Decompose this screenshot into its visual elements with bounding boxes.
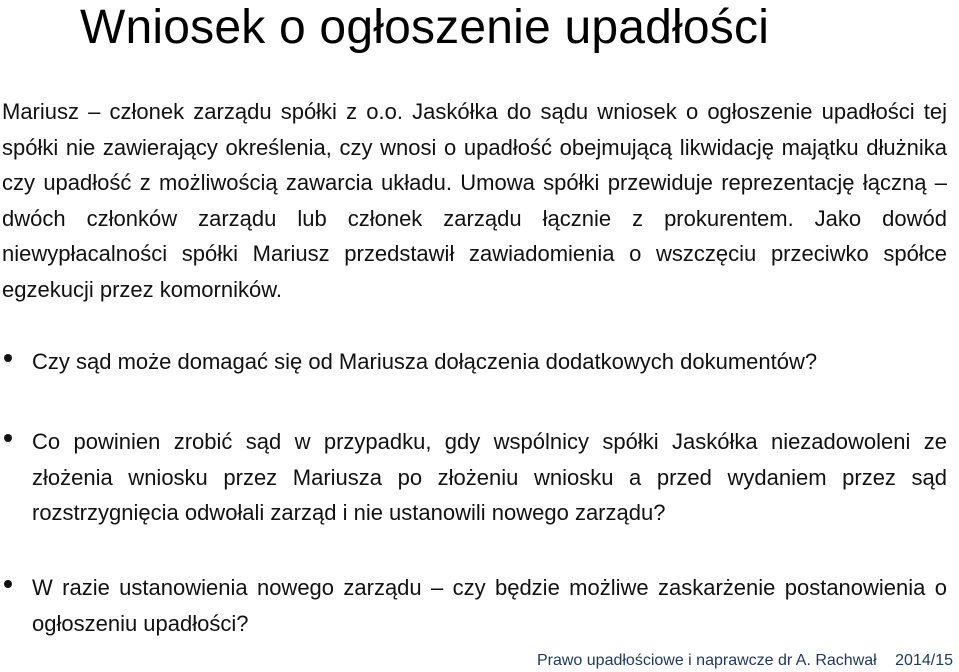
slide-footer xyxy=(537,651,953,671)
question-item xyxy=(32,424,947,531)
question-text: W razie ustanowienia nowego zarządu – czy będzie możliwe zaskarżenie postanowienia o ogłoszeniu upadłości? xyxy=(32,575,947,636)
bullet-icon xyxy=(4,580,12,588)
footer-course: Prawo upadłościowe i naprawcze dr A. Rachwał xyxy=(536,652,877,669)
bullet-icon xyxy=(4,434,12,442)
question-text: Czy sąd może domagać się od Mariusza dołączenia dodatkowych dokumentów? xyxy=(32,349,818,374)
case-description: Mariusz – członek zarządu spółki z o.o. Jaskółka do sądu wniosek o ogłoszenie upadłości tej spółki nie zawierający określenia, czy wnosi o upadłość obejmującą likwidację majątku dłużnika czy upadłość z możliwością zawarcia układu. Umowa spółki przewiduje reprezentację łączną – dwóch członków zarządu lub członek zarządu łącznie z prokurentem. Jako dowód niewypłacalności spółki Mariusz przedstawił zawiadomienia o wszczęciu przeciwko spółce egzekucji przez komorników. xyxy=(2,99,947,302)
bullet-icon xyxy=(4,354,12,362)
question-item xyxy=(32,344,947,380)
footer-page-number: 2014/15 xyxy=(895,652,953,669)
slide-title: Wniosek o ogłoszenie upadłości xyxy=(80,1,770,54)
question-text: Co powinien zrobić sąd w przypadku, gdy wspólnicy spółki Jaskółka niezadowoleni ze złożenia wniosku przez Mariusza po złożeniu wniosku a przed wydaniem przez sąd rozstrzygnięcia odwołali zarząd i nie ustanowili nowego zarządu? xyxy=(32,429,947,526)
question-item xyxy=(32,570,947,641)
